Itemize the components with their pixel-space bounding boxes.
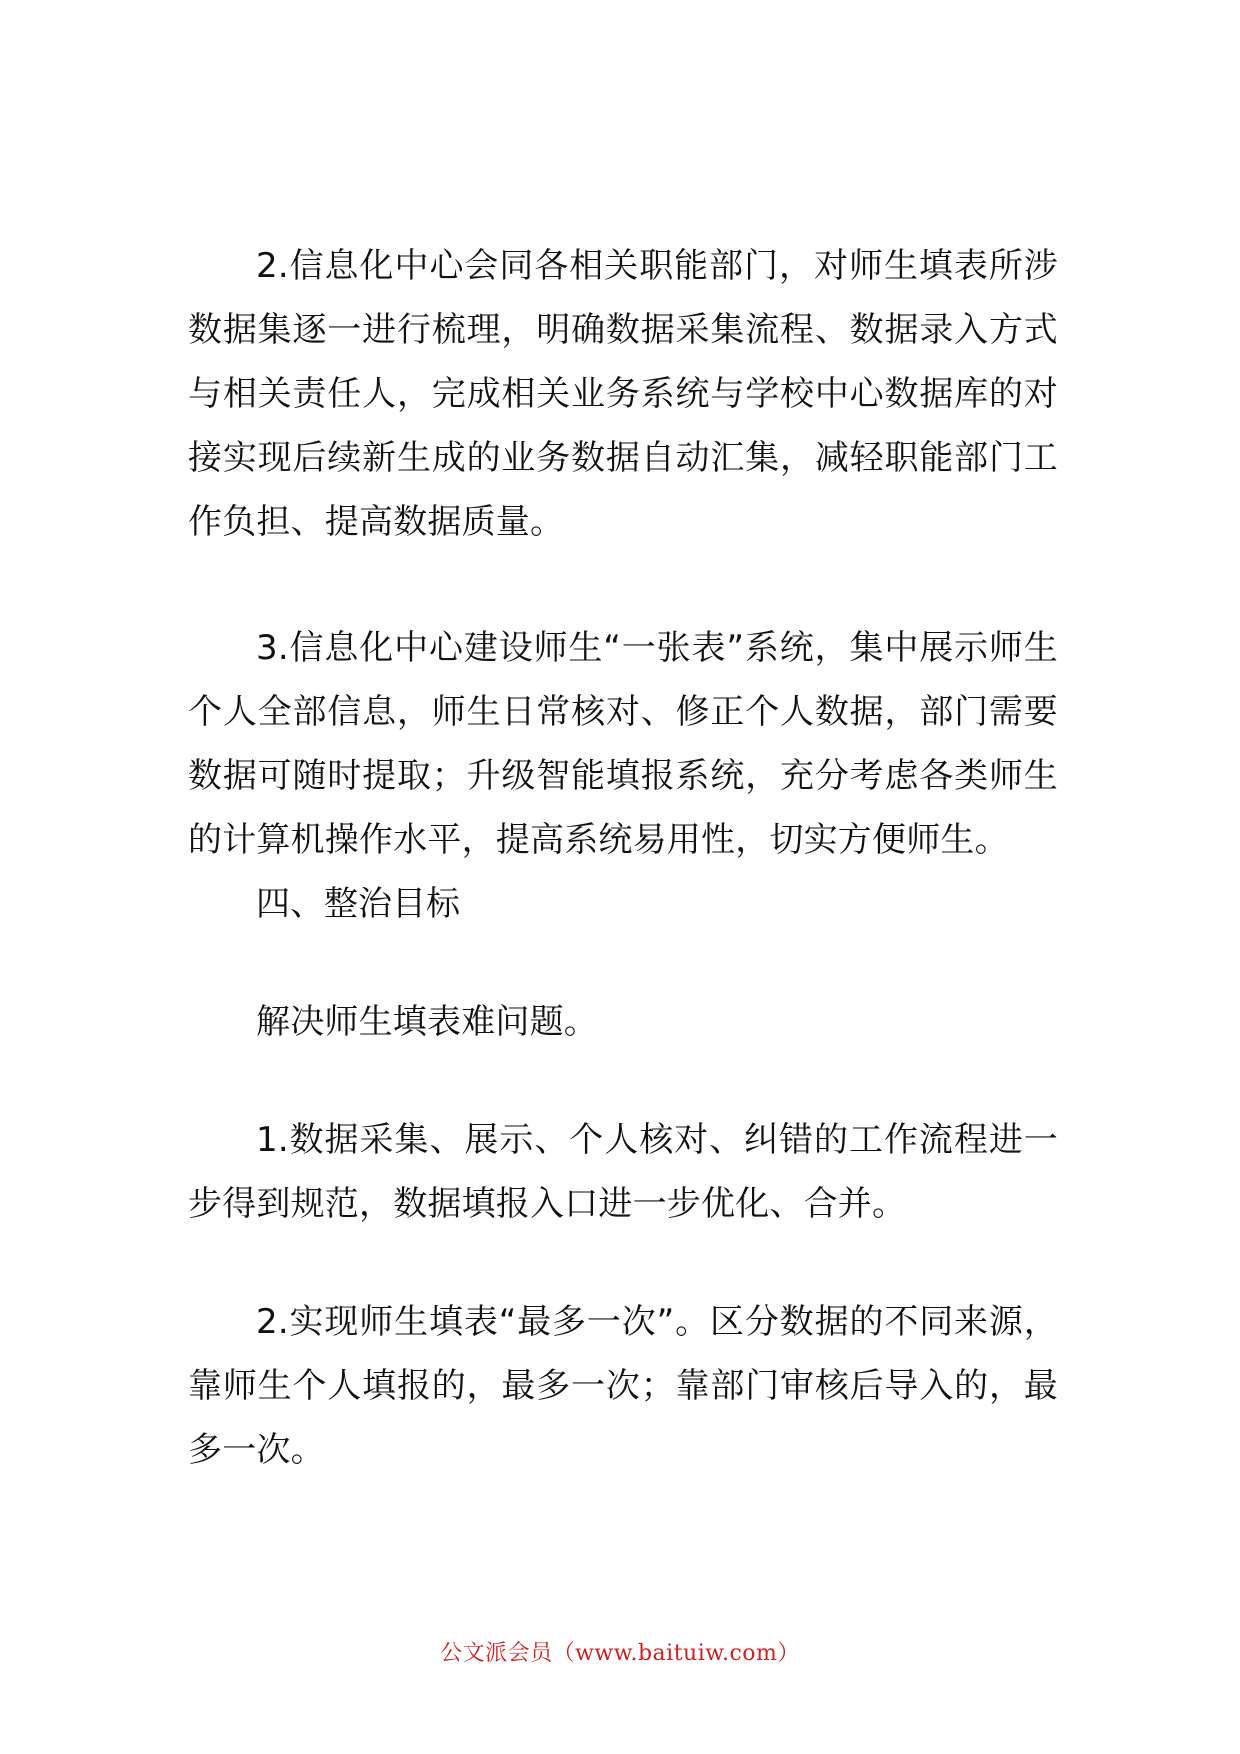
document-body: [188, 234, 1058, 1482]
paragraph-item-2-integration: 2.信息化中心会同各相关职能部门，对师生填表所涉数据集逐一进行梳理，明确数据采集流程、数据录入方式与相关责任人，完成相关业务系统与学校中心数据库的对接实现后续新生成的业务数据自动汇集，减轻职能部门工作负担、提高数据质量。: [188, 246, 1058, 542]
section-heading-goals: 四、整治目标: [256, 884, 460, 924]
paragraph-goal-1: 1.数据采集、展示、个人核对、纠错的工作流程进一步得到规范，数据填报入口进一步优化、合并。: [188, 1120, 1058, 1224]
paragraph-item-3-one-form-system: 3.信息化中心建设师生“一张表”系统，集中展示师生个人全部信息，师生日常核对、修正个人数据，部门需要数据可随时提取；升级智能填报系统，充分考虑各类师生的计算机操作水平，提高系统易用性，切实方便师生。: [188, 628, 1058, 860]
paragraph-goal-2: 2.实现师生填表“最多一次”。区分数据的不同来源，靠师生个人填报的，最多一次；靠部门审核后导入的，最多一次。: [188, 1302, 1058, 1470]
paragraph-goal-summary: 解决师生填表难问题。: [256, 1002, 598, 1042]
footer-watermark: 公文派会员（www.baituiw.com）: [440, 1641, 800, 1666]
